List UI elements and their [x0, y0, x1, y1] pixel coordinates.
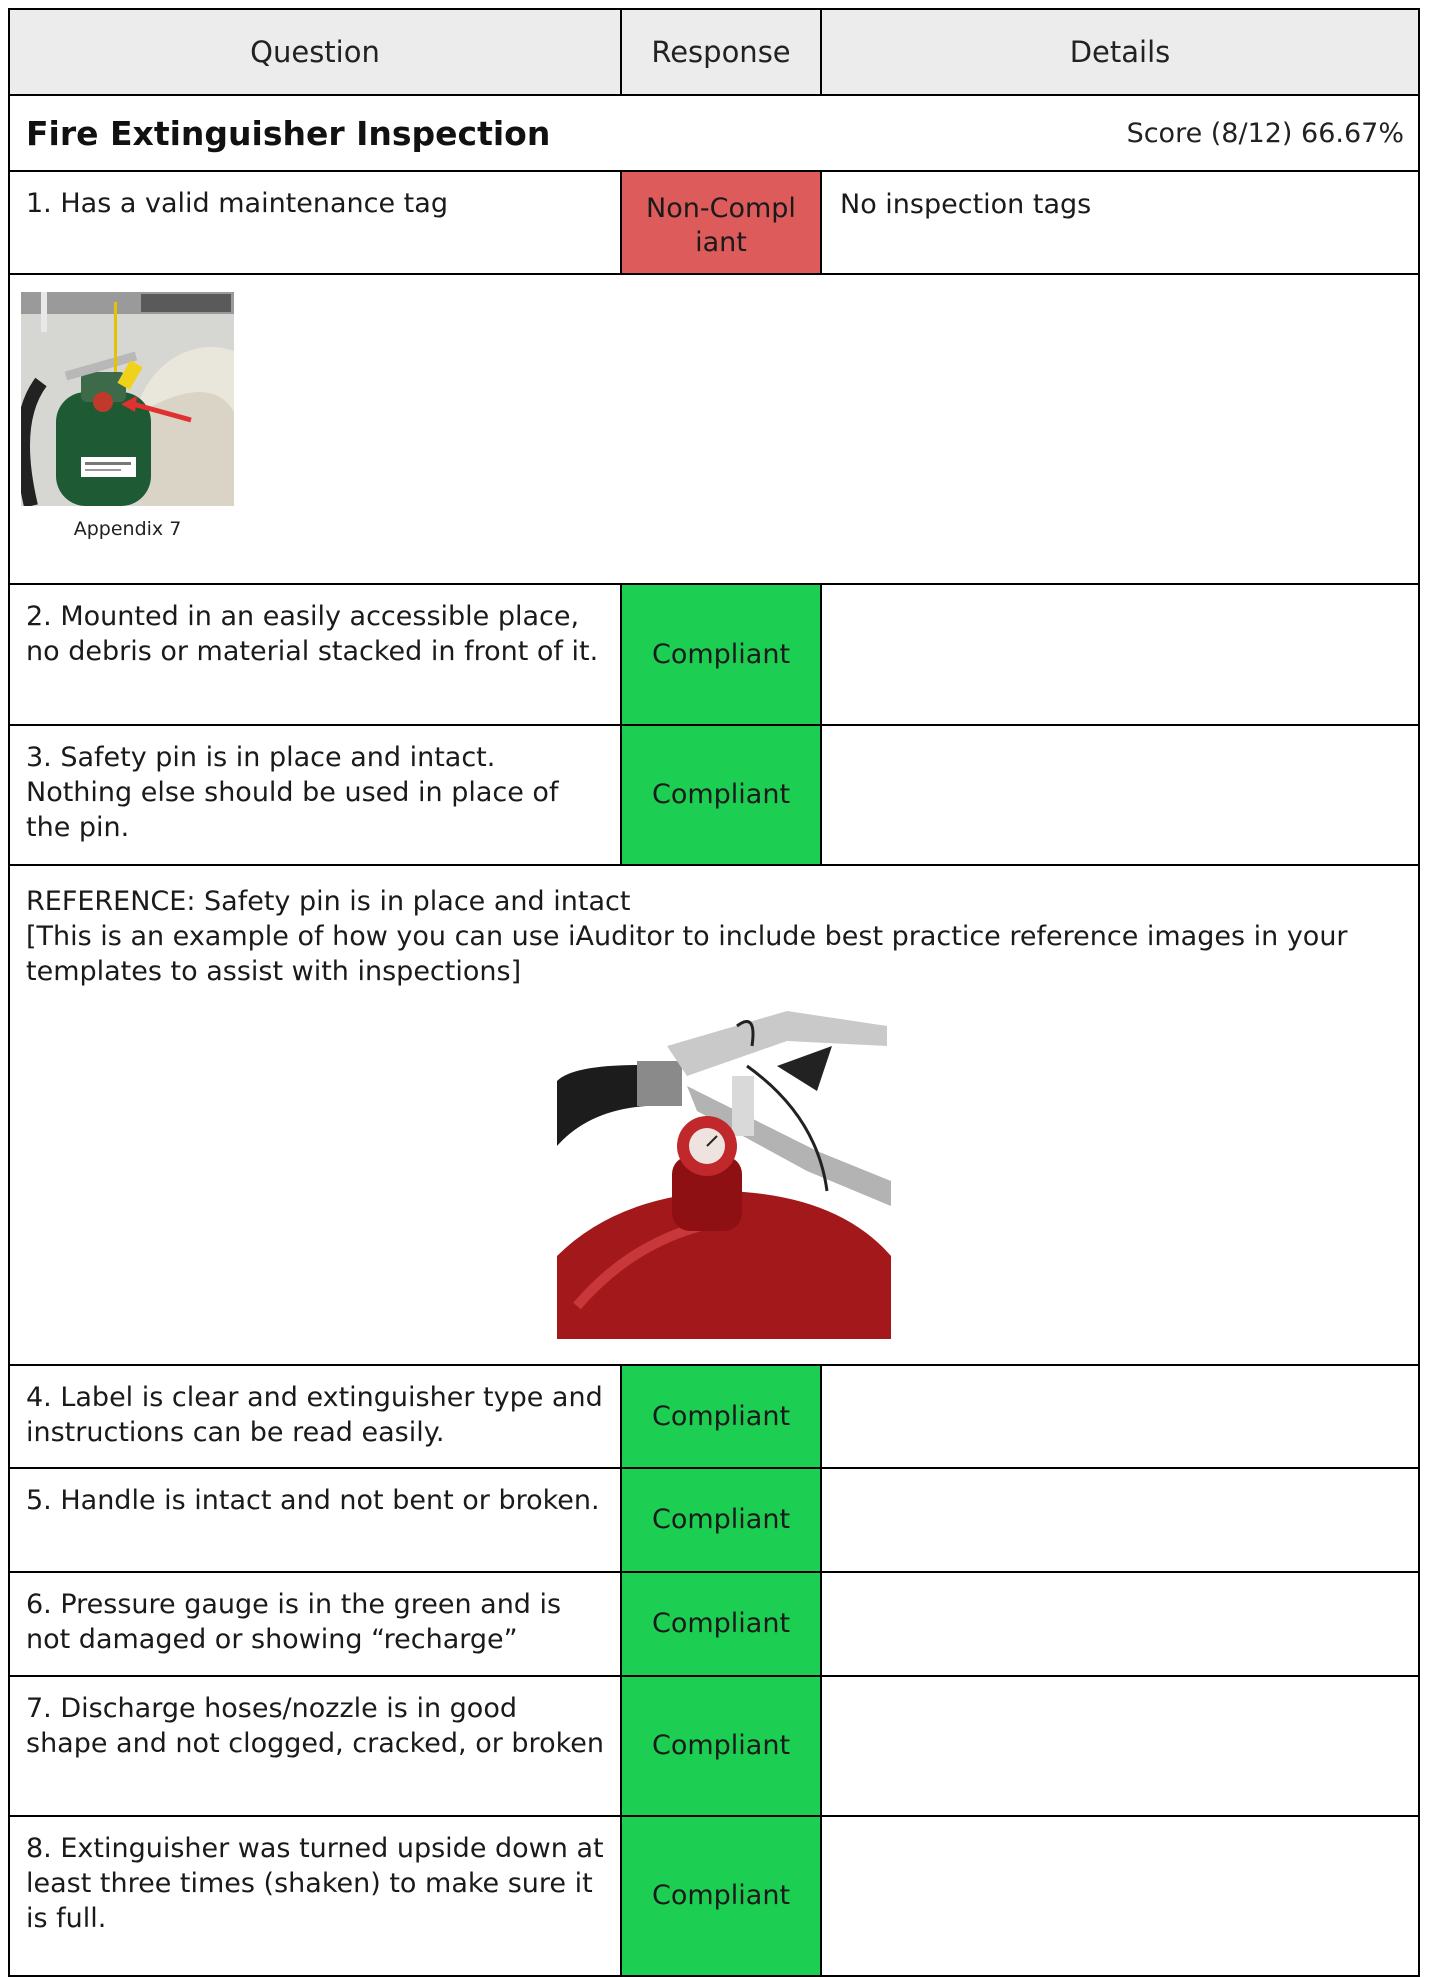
question-row-1: [10, 172, 1418, 275]
reference-title: REFERENCE: Safety pin is in place and intact: [26, 886, 631, 917]
question-text: 6. Pressure gauge is in the green and is not damaged or showing “recharge”: [10, 1573, 622, 1675]
response-badge-compliant: Compliant: [622, 1817, 822, 1975]
question-text: 3. Safety pin is in place and intact. Nothing else should be used in place of the pin.: [10, 726, 622, 864]
details-text: [822, 726, 1418, 864]
section-title: Fire Extinguisher Inspection: [26, 113, 551, 153]
question-text: 5. Handle is intact and not bent or broken.: [10, 1469, 622, 1571]
inspection-report-table: [8, 8, 1420, 1977]
response-badge-compliant: Compliant: [622, 1366, 822, 1467]
response-badge-compliant: Compliant: [622, 1573, 822, 1675]
details-text: [822, 1677, 1418, 1815]
details-text: No inspection tags: [840, 189, 1092, 220]
question-row-5: [10, 1469, 1418, 1573]
question-text: 1. Has a valid maintenance tag: [10, 172, 622, 273]
response-badge-compliant: Compliant: [622, 1469, 822, 1571]
question-column-header: Question: [10, 10, 622, 94]
details-text: [822, 1366, 1418, 1467]
details-text: [822, 585, 1418, 724]
question-row-4: [10, 1366, 1418, 1469]
details-text: [822, 1573, 1418, 1675]
question-row-2: [10, 585, 1418, 726]
question-text: 4. Label is clear and extinguisher type and instructions can be read easily.: [10, 1366, 622, 1467]
question-row-6: [10, 1573, 1418, 1677]
response-column-header: Response: [622, 10, 822, 94]
details-text: [822, 1817, 1418, 1975]
reference-image-safety-pin[interactable]: [557, 1006, 891, 1339]
photo-caption: Appendix 7: [73, 518, 182, 540]
details-column-header: Details: [1069, 35, 1171, 69]
reference-note: [10, 866, 1418, 989]
question-text: 2. Mounted in an easily accessible place, no debris or material stacked in front of it.: [10, 585, 622, 724]
photo-evidence-row: [10, 275, 1418, 585]
section-score: Score (8/12) 66.67%: [1126, 117, 1404, 149]
reference-row: [10, 866, 1418, 1366]
extinguisher-photo-thumbnail[interactable]: [21, 292, 234, 506]
question-row-7: [10, 1677, 1418, 1817]
section-header: [10, 96, 1418, 172]
table-header: [10, 10, 1418, 96]
reference-description: [This is an example of how you can use iAuditor to include best practice reference images in your templates to assist with inspections]: [26, 921, 1348, 987]
response-badge-compliant: Compliant: [622, 726, 822, 864]
response-badge-compliant: Compliant: [622, 1677, 822, 1815]
question-row-3: [10, 726, 1418, 866]
response-badge-non-compliant: Non-Compl iant: [622, 172, 822, 273]
details-text: [822, 1469, 1418, 1571]
question-row-8: [10, 1817, 1418, 1977]
question-text: 8. Extinguisher was turned upside down at least three times (shaken) to make sure it is full.: [10, 1817, 622, 1975]
response-badge-compliant: Compliant: [622, 585, 822, 724]
question-text: 7. Discharge hoses/nozzle is in good shape and not clogged, cracked, or broken: [10, 1677, 622, 1815]
